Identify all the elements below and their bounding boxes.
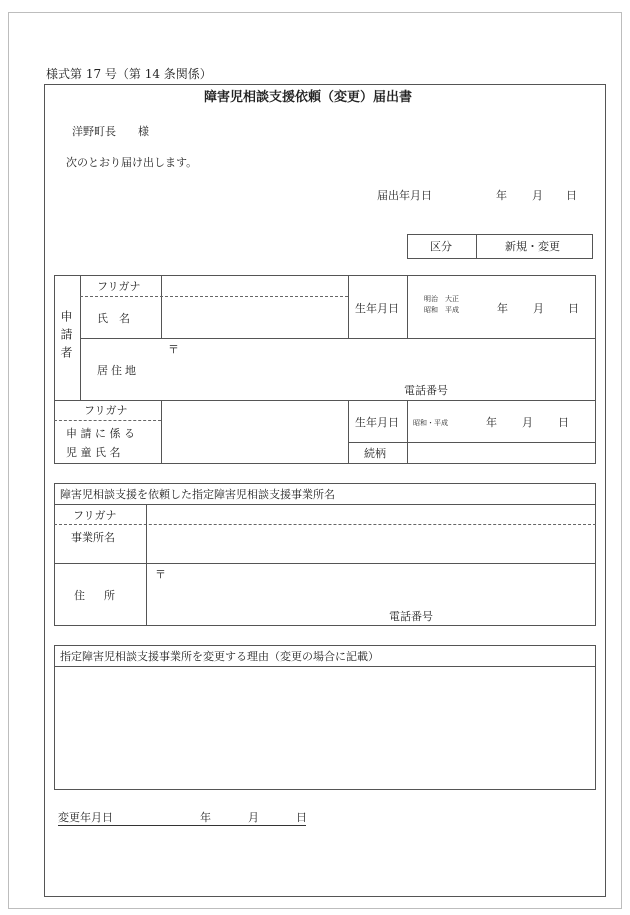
provider-office-label: 事業所名 [71,531,115,544]
applicant-phone-label: 電話番号 [404,384,448,397]
applicant-section-label: 申請者 [59,310,73,364]
applicant-eras-line2: 昭和 平成 [424,306,459,314]
child-birth-year: 年 [486,416,497,429]
child-eras: 昭和・平成 [413,419,448,427]
reason-heading: 指定障害児相談支援事業所を変更する理由（変更の場合に記載） [60,650,379,663]
form-title: 障害児相談支援依頼（変更）届出書 [204,90,413,105]
change-date-month: 月 [248,811,259,824]
category-value[interactable]: 新規・変更 [505,240,560,253]
applicant-eras-line1: 明治 大正 [424,295,459,303]
provider-postal-mark: 〒 [155,568,166,581]
applicant-name-label: 氏 名 [97,312,130,325]
filing-date-month: 月 [532,189,543,202]
child-birth-day: 日 [558,416,569,429]
change-date-line [58,812,306,826]
filing-date-day: 日 [566,189,577,202]
change-date-year: 年 [200,811,211,824]
applicant-postal-mark: 〒 [168,343,179,356]
provider-furigana-label: フリガナ [73,509,117,522]
applicant-furigana-label: フリガナ [97,280,141,293]
provider-address-label: 住 所 [74,589,119,602]
change-date-day: 日 [296,811,307,824]
applicant-birthdate-label: 生年月日 [355,302,399,315]
child-birthdate-label: 生年月日 [355,416,399,429]
form-number: 様式第 17 号（第 14 条関係） [46,67,212,81]
filing-date-label: 届出年月日 [377,189,432,202]
category-label: 区分 [430,240,452,253]
child-furigana-label: フリガナ [84,404,128,417]
provider-heading: 障害児相談支援を依頼した指定障害児相談支援事業所名 [60,488,335,501]
child-birth-month: 月 [522,416,533,429]
addressee: 洋野町長 様 [72,125,149,138]
intro-text: 次のとおり届け出します。 [66,156,198,169]
filing-date-year: 年 [496,189,507,202]
provider-phone-label: 電話番号 [389,610,433,623]
change-date-label: 変更年月日 [58,811,113,824]
applicant-birth-month: 月 [533,302,544,315]
child-label-line2: 児 童 氏 名 [66,446,121,459]
applicant-birth-day: 日 [568,302,579,315]
applicant-address-label: 居住地 [97,364,139,377]
child-relation-label: 続柄 [364,447,386,460]
child-label-line1: 申 請 に 係 る [66,427,135,440]
applicant-birth-year: 年 [497,302,508,315]
